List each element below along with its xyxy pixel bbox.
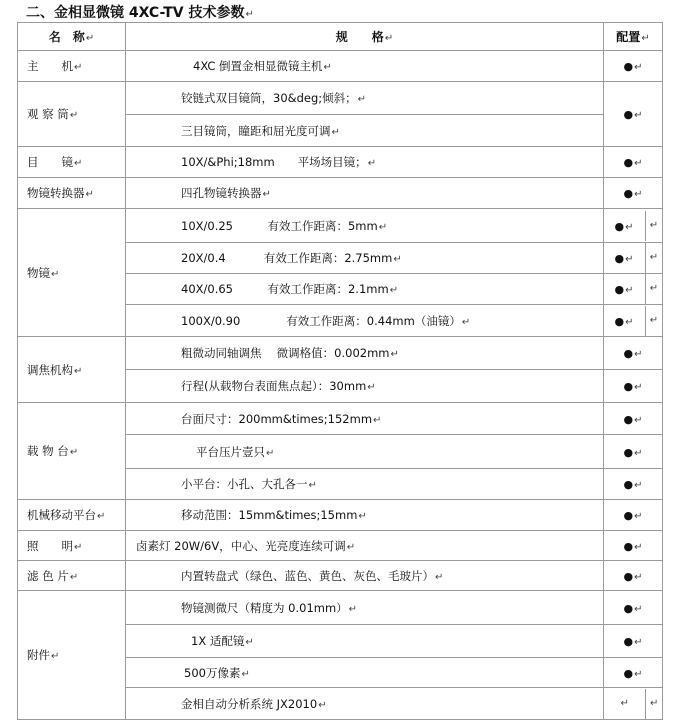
config-cell: ●↵ ↵ xyxy=(604,305,663,337)
paragraph-mark-icon: ↵ xyxy=(245,9,254,20)
config-cell: ●↵ ↵ xyxy=(604,243,663,274)
row-name-objective: 物镜↵ xyxy=(18,209,126,337)
row-spec: 四孔物镜转换器↵ xyxy=(126,178,604,209)
row-spec: 内置转盘式（绿色、蓝色、黄色、灰色、毛玻片）↵ xyxy=(126,561,604,591)
row-name-tube: 观 察 筒↵ xyxy=(18,82,126,147)
included-dot-icon: ● xyxy=(614,252,625,265)
config-cell: ●↵ xyxy=(604,435,663,469)
section-title xyxy=(26,2,254,22)
config-cell: ●↵ xyxy=(604,82,663,147)
row-spec: 粗微动同轴调焦 微调格值：0.002mm↵ xyxy=(126,337,604,370)
config-cell: ●↵ xyxy=(604,403,663,435)
included-dot-icon: ● xyxy=(623,601,634,615)
config-cell: ●↵ xyxy=(604,591,663,625)
config-cell: ●↵ xyxy=(604,178,663,209)
included-dot-icon: ● xyxy=(623,60,634,73)
table-row xyxy=(18,591,663,625)
config-cell: ●↵ xyxy=(604,469,663,500)
row-spec: 40X/0.65 有效工作距离：2.1mm↵ xyxy=(126,274,604,305)
config-cell: ●↵ xyxy=(604,658,663,688)
row-spec: 4XC 倒置金相显微镜主机↵ xyxy=(126,51,604,82)
config-cell: ●↵ xyxy=(604,337,663,370)
included-dot-icon: ● xyxy=(623,187,634,200)
included-dot-icon: ● xyxy=(614,283,625,296)
included-dot-icon: ● xyxy=(623,108,634,121)
included-dot-icon: ● xyxy=(623,347,634,360)
row-name-illumination: 照 明↵ xyxy=(18,531,126,561)
row-name-eyepiece: 目 镜↵ xyxy=(18,147,126,178)
row-spec: 1X 适配镜↵ xyxy=(126,625,604,658)
config-cell: ↵ ↵ xyxy=(604,688,663,720)
paragraph-mark-icon: ↵ xyxy=(85,33,95,44)
table-header-row xyxy=(18,23,663,51)
paragraph-mark-icon: ↵ xyxy=(384,33,394,44)
row-spec: 三目镜筒，瞳距和屈光度可调↵ xyxy=(126,115,604,147)
table-row xyxy=(18,178,663,209)
row-name-accessories: 附件↵ xyxy=(18,591,126,720)
row-name-focus: 调焦机构↵ xyxy=(18,337,126,403)
row-spec: 物镜测微尺（精度为 0.01mm）↵ xyxy=(126,591,604,625)
config-cell: ●↵ xyxy=(604,51,663,82)
config-cell: ●↵ xyxy=(604,531,663,561)
included-dot-icon: ● xyxy=(614,219,625,233)
row-spec: 100X/0.90 有效工作距离：0.44mm（油镜）↵ xyxy=(126,305,604,337)
table-row xyxy=(18,82,663,115)
config-cell: ●↵ xyxy=(604,625,663,658)
table-row xyxy=(18,337,663,370)
config-cell: ●↵ xyxy=(604,500,663,531)
row-spec: 卤素灯 20W/6V，中心、光亮度连续可调↵ xyxy=(126,531,604,561)
row-spec: 金相自动分析系统 JX2010↵ xyxy=(126,688,604,720)
row-spec: 平台压片壹只↵ xyxy=(126,435,604,469)
row-spec: 500万像素↵ xyxy=(126,658,604,688)
row-name-filter: 滤 色 片↵ xyxy=(18,561,126,591)
config-cell: ●↵ xyxy=(604,147,663,178)
included-dot-icon: ● xyxy=(614,314,625,328)
header-config: 配置↵ xyxy=(604,23,663,51)
included-dot-icon: ● xyxy=(623,539,634,553)
header-spec: 规 格↵ xyxy=(126,23,604,51)
included-dot-icon: ● xyxy=(623,569,634,583)
table-row xyxy=(18,531,663,561)
row-spec: 20X/0.4 有效工作距离：2.75mm↵ xyxy=(126,243,604,274)
included-dot-icon: ● xyxy=(623,445,634,459)
table-row xyxy=(18,147,663,178)
row-spec: 铰链式双目镜筒，30&deg;倾斜；↵ xyxy=(126,82,604,115)
table-row xyxy=(18,561,663,591)
included-dot-icon: ● xyxy=(623,509,634,522)
spec-table xyxy=(17,22,663,720)
section-title-text: 二、金相显微镜 4XC-TV 技术参数 xyxy=(26,5,245,21)
row-spec: 移动范围：15mm&times;15mm↵ xyxy=(126,500,604,531)
included-dot-icon: ● xyxy=(623,478,634,491)
row-spec: 小平台：小孔、大孔各一↵ xyxy=(126,469,604,500)
row-name-nosepiece: 物镜转换器↵ xyxy=(18,178,126,209)
config-cell: ●↵ xyxy=(604,561,663,591)
row-name-host: 主 机↵ xyxy=(18,51,126,82)
row-spec: 台面尺寸：200mm&times;152mm↵ xyxy=(126,403,604,435)
included-dot-icon: ● xyxy=(623,380,634,393)
table-row xyxy=(18,51,663,82)
included-dot-icon: ● xyxy=(623,156,634,169)
config-cell: ●↵ ↵ xyxy=(604,209,663,243)
paragraph-mark-icon: ↵ xyxy=(641,33,650,44)
included-dot-icon: ● xyxy=(623,412,634,426)
row-name-stage: 载 物 台↵ xyxy=(18,403,126,500)
table-row xyxy=(18,500,663,531)
table-row xyxy=(18,209,663,243)
config-cell: ●↵ ↵ xyxy=(604,274,663,305)
included-dot-icon: ● xyxy=(623,635,634,648)
table-row xyxy=(18,403,663,435)
config-cell: ●↵ xyxy=(604,370,663,403)
row-spec: 10X/0.25 有效工作距离：5mm↵ xyxy=(126,209,604,243)
row-spec: 10X/&Phi;18mm 平场场目镜；↵ xyxy=(126,147,604,178)
header-name: 名 称↵ xyxy=(18,23,126,51)
row-name-mech-stage: 机械移动平台↵ xyxy=(18,500,126,531)
included-dot-icon: ● xyxy=(623,666,634,680)
row-spec: 行程(从载物台表面焦点起）：30mm↵ xyxy=(126,370,604,403)
